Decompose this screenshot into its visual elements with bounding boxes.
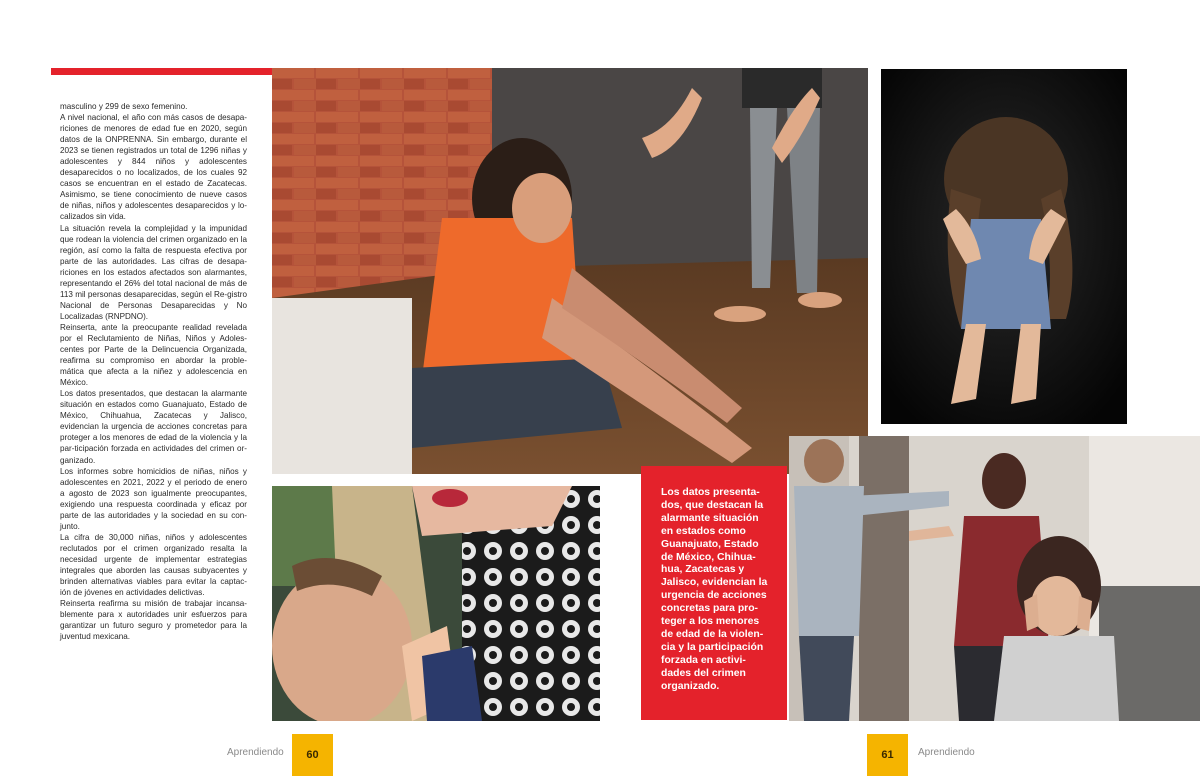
- page-number-left: 60: [292, 734, 333, 776]
- article-paragraph: Reinserta reafirma su misión de trabajar incansa-blemente para x autoridades unir esfuerzos para garantizar un futuro seguro y prometedor para la juventud mexicana.: [60, 599, 247, 642]
- pull-quote-text: Los datos presenta-dos, que destacan la alarmante situación en estados como Guanajuato, Estado de México, Chihua-hua, Zacatecas y Jalisco, evidencian la urgencia de acciones concretas para pro-teger a los menores de edad de la violen-cia y la participación forzada en activi-dades del crimen organizado.: [661, 487, 768, 692]
- photo-parents-arguing-child-crying: [789, 436, 1200, 721]
- page-number-right: 61: [867, 734, 908, 776]
- article-paragraph: La cifra de 30,000 niñas, niños y adolescentes reclutados por el crimen organizado resalta la necesidad urgente de implementar estrategias integrales que aborden las causas subyacentes y brinden alternativas viables para evitar la captac-ión de jóvenes en actividades delictivas.: [60, 532, 247, 598]
- footer-section-label-left: Aprendiendo: [227, 747, 284, 758]
- footer-section-label-right: Aprendiendo: [918, 747, 975, 758]
- photo-girl-covering-face: [272, 68, 868, 474]
- article-paragraph: Los informes sobre homicidios de niñas, niños y adolescentes en 2021, 2022 y el periodo de enero a agosto de 2023 son igualmente preocupantes, exigiendo una respuesta coordinada y eficaz por parte de las autoridades y la sociedad en su con-junto.: [60, 466, 247, 531]
- photo-girl-hugging-knees: [881, 69, 1127, 424]
- article-body: [60, 101, 247, 642]
- article-paragraph: A nivel nacional, el año con más casos de desapa-riciones de menores de edad fue en 2020, según datos de la ONPRENNA. Sin embargo, durante el 2023 se tienen registrados un total de 1296 niñas y adolescentes y 844 niños y adolescentes desaparecidos o no localizados, de los cuales 92 casos se encuentran en el estado de Zacatecas. Asimismo, se tiene conocimiento de nueve casos de niñas, niños y adolescentes desaparecidos y lo-calizados sin vida.: [60, 113, 247, 222]
- article-paragraph: Los datos presentados, que destacan la alarmante situación en estados como Guanajuato, Estado de México, Chihuahua, Zacatecas y Jalisco, evidencian la urgencia de acciones concretas para proteger a los menores de edad de la violencia y la par-ticipación forzada en actividades del crimen or-ganizado.: [60, 389, 247, 465]
- photo-woman-with-child: [272, 486, 600, 721]
- article-paragraph: Reinserta, ante la preocupante realidad revelada por el Reclutamiento de Niñas, Niños y Adoles-centes por Parte de la Delincuencia Organizada, reafirma su compromiso en abordar la proble-mática que afecta a la niñez y adolescencia en México.: [60, 322, 247, 388]
- article-paragraph: La situación revela la complejidad y la impunidad que rodean la violencia del crimen organizado en la región, así como la falta de respuesta efectiva por parte de las autoridades. Las cifras de desapa-riciones en los estados afectados son alarmantes, representando el 26% del total nacional de más de 113 mil personas desaparecidas, según el Re-gistro Nacional de Personas Desaparecidas y No Localizadas (RNPDNO).: [60, 223, 247, 321]
- pull-quote-box: [641, 466, 787, 720]
- article-paragraph: masculino y 299 de sexo femenino.: [60, 102, 188, 111]
